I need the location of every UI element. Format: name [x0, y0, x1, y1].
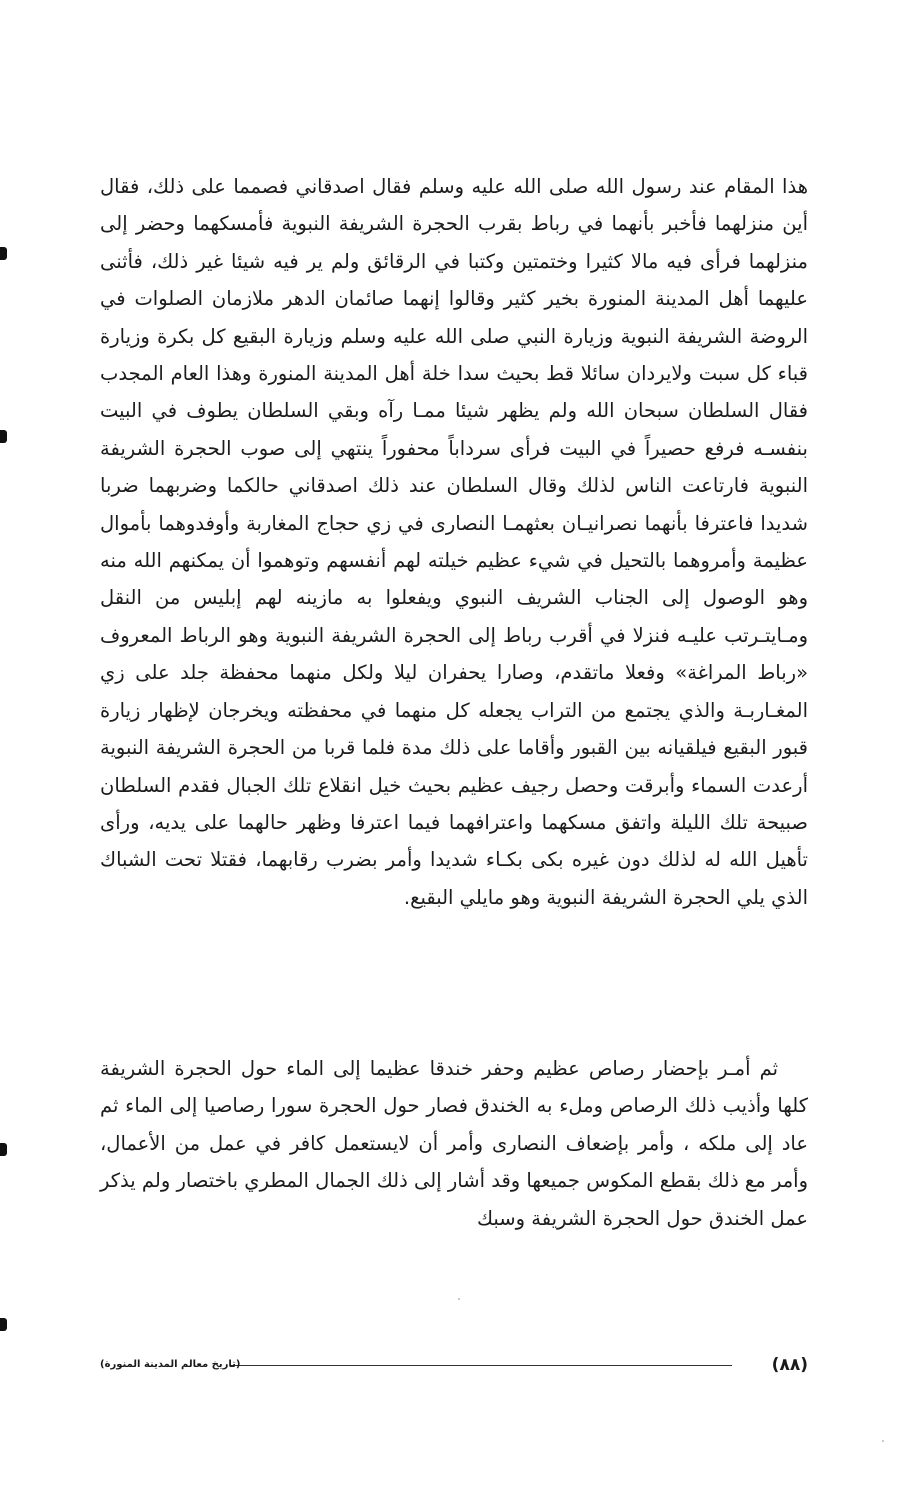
body-paragraph-1	[100, 168, 808, 916]
scan-edge-mark	[0, 247, 7, 260]
paragraph-text: هذا المقام عند رسول الله صلى الله عليه وسلم فقال اصدقاني فصمما على ذلك، فقال أين منزلهما فأخبر بأنهما في رباط بقرب الحجرة الشريفة النبوية فأمسكهما وحضر إلى منزلهما فرأى فيه مالا كثيرا وختمتين وكتبا في الرقائق ولم ير فيه شيئا غير ذلك، فأثنى عليهما أهل المدينة المنورة بخير كثير وقالوا إنهما صائمان الدهر ملازمان الصلوات في الروضة الشريفة النبوية وزيارة النبي صلى الله عليه وسلم وزيارة البقيع كل بكرة وزيارة قباء كل سبت ولايردان سائلا قط بحيث سدا خلة أهل المدينة المنورة وهذا العام المجدب فقال السلطان سبحان الله ولم يظهر شيئا ممـا رآه وبقي السلطان يطوف في البيت بنفسـه فرفع حصيراً في البيت فرأى سرداباً محفوراً ينتهي إلى صوب الحجرة الشريفة النبوية فارتاعت الناس لذلك وقال السلطان عند ذلك اصدقاني حالكما وضربهما ضربا شديدا فاعترفا بأنهما نصرانيـان بعثهمـا النصارى في زي حجاج المغاربة وأوفدوهما بأموال عظيمة وأمروهما بالتحيل في شيء عظيم خيلته لهم أنفسهم وتوهموا أن يمكنهم الله منه وهو الوصول إلى الجناب الشريف النبوي ويفعلوا به مازينه لهم إبليس من النقل ومـايتـرتب عليـه فنزلا في أقرب رباط إلى الحجرة الشريفة النبوية وهو الرباط المعروف «رباط المراغة» وفعلا ماتقدم، وصارا يحفران ليلا ولكل منهما محفظة جلد على زي المغـاربـة والذي يجتمع من التراب يجعله كل منهما في محفظته ويخرجان لإظهار زيارة قبور البقيع فيلقيانه بين القبور وأقاما على ذلك مدة فلما قربا من الحجرة الشريفة النبوية أرعدت السماء وأبرقت وحصل رجيف عظيم بحيث خيل انقلاع تلك الجبال فقدم السلطان صبيحة تلك الليلة واتفق مسكهما واعترافهما فيما اعترفا وظهر حالهما على يديه، ورأى تأهيل الله له لذلك دون غيره بكى بكـاء شديدا وأمر بضرب رقابهما، فقتلا تحت الشباك الذي يلي الحجرة الشريفة النبوية وهو مايلي البقيع.	[100, 175, 808, 909]
footer-divider	[230, 1365, 732, 1366]
body-paragraph-2	[100, 1050, 808, 1237]
page-number: (٨٨)	[771, 1355, 808, 1375]
running-book-title: (تاريخ معالم المدينة المنورة)	[100, 1359, 241, 1370]
scan-edge-mark	[0, 430, 7, 443]
scan-edge-mark	[0, 1143, 7, 1156]
scan-speck	[458, 1298, 460, 1300]
paragraph-text: ثم أمـر بإحضار رصاص عظيم وحفر خندقا عظيما إلى الماء حول الحجرة الشريفة كلها وأذيب ذلك الرصاص وملء به الخندق فصار حول الحجرة سورا رصاصيا إلى الماء ثم عاد إلى ملكه ، وأمر بإضعاف النصارى وأمر أن لايستعمل كافر في عمل من الأعمال، وأمر مع ذلك بقطع المكوس جميعها وقد أشار إلى ذلك الجمال المطري باختصار ولم يذكر عمل الخندق حول الحجرة الشريفة وسبك	[100, 1057, 808, 1230]
scan-speck	[882, 1440, 884, 1442]
scan-edge-mark	[0, 1318, 7, 1331]
page-footer	[100, 1350, 808, 1380]
